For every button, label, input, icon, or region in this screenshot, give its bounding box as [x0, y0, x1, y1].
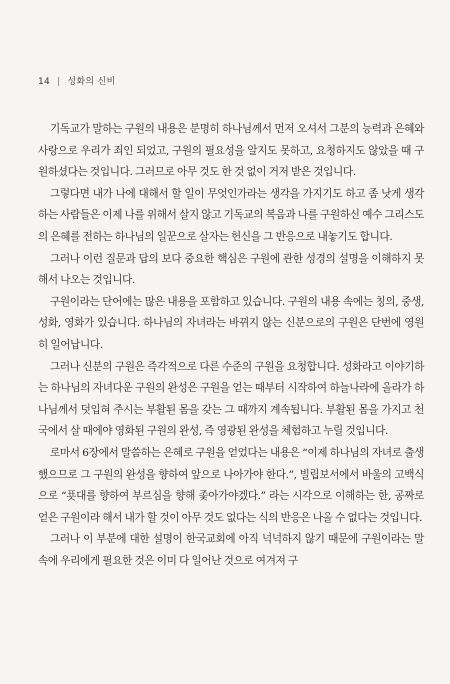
body-text [38, 119, 424, 572]
paragraph: 로마서 6장에서 말씀하는 은혜로 구원을 얻었다는 내용은 “이제 하나님의 자녀로 출생했으므로 그 구원의 완성을 향하여 앞으로 나아가야 한다.”, 빌립보서에서 바울의 고백식으로 “푯대를 향하여 부르심을 향해 좇아가야겠다.” 라는 시각으로 이해하는 한, 공짜로 얻은 구원이라 해서 내가 할 것이 아무 것도 없다는 식의 반응은 나올 수 없다는 것입니다. [38, 446, 424, 524]
page-number: 14 [38, 77, 51, 87]
book-title: 성화의 신비 [67, 77, 116, 87]
running-head [38, 74, 116, 87]
paragraph: 그러나 이 부분에 대한 설명이 한국교회에 아직 넉넉하지 않기 때문에 구원이라는 말 속에 우리에게 필요한 것은 이미 다 일어난 것으로 여겨져 구 [38, 533, 424, 567]
header-separator: | [57, 77, 61, 87]
paragraph: 그러나 이런 질문과 답의 보다 중요한 핵심은 구원에 관한 성경의 설명을 이해하지 못해서 나오는 것입니다. [38, 252, 424, 287]
paragraph: 그렇다면 내가 나에 대해서 할 일이 무엇인가라는 생각을 가지기도 하고 좀 낫게 생각하는 사람들은 이제 나를 위해서 살지 않고 기독교의 복음과 나를 구원하신 예수 그리스도의 은혜를 전하는 하나님의 일꾼으로 살자는 헌신을 그 반응으로 내놓기도 합니다. [38, 187, 425, 243]
paragraph: 기독교가 말하는 구원의 내용은 분명히 하나님께서 먼저 오셔서 그분의 능력과 은혜와 사랑으로 우리가 죄인 되었고, 구원의 필요성을 알지도 못하고, 요청하지도 않았을 때 구원하셨다는 것입니다. 그러므로 아무 것도 한 것 없이 거저 받은 것입니다. [38, 123, 424, 179]
paragraph: 그러나 신분의 구원은 즉각적으로 다른 수준의 구원을 요청합니다. 성화라고 이야기하는 하나님의 자녀다운 구원의 완성은 구원을 얻는 때부터 시작하여 하늘나라에 올라가 하나님께서 덧입혀 주시는 부활된 몸을 갖는 그 때까지 계속됩니다. 부활된 몸을 가지고 천국에서 살 때에야 영화된 구원의 완성, 즉 영광된 완성을 체험하고 누릴 것입니다. [38, 360, 424, 438]
paragraph: 구원이라는 단어에는 많은 내용을 포함하고 있습니다. 구원의 내용 속에는 칭의, 중생, 성화, 영화가 있습니다. 하나님의 자녀라는 바뀌지 않는 신분으로의 구원은 단번에 영원히 일어납니다. [38, 295, 424, 351]
